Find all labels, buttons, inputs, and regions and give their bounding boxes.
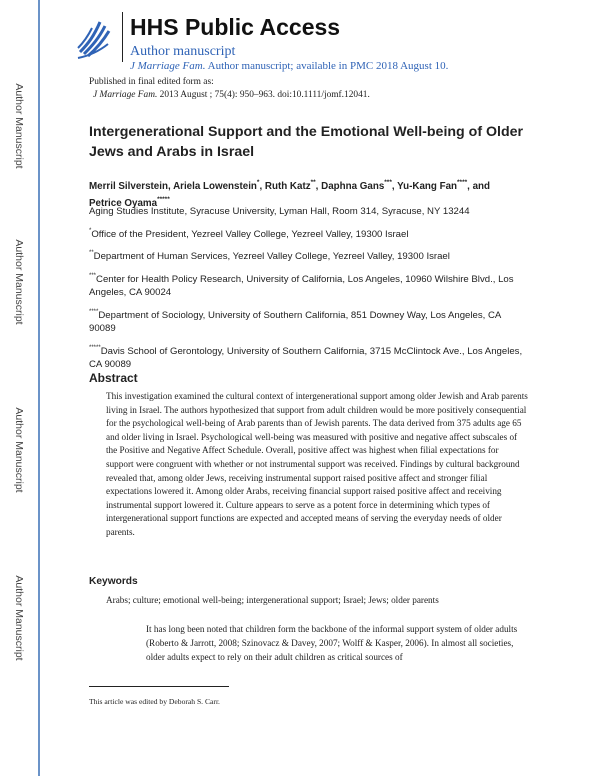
affiliation-text: Aging Studies Institute, Syracuse University, Lyman Hall, Room 314, Syracuse, NY 13244	[89, 206, 470, 217]
affiliation	[89, 270, 529, 300]
abstract-heading: Abstract	[89, 371, 138, 385]
affiliation-text: Office of the President, Yezreel Valley College, Yezreel Valley, 19300 Israel	[91, 228, 409, 240]
author-affiliation-mark: *	[256, 179, 260, 186]
footnote-rule	[89, 686, 229, 687]
author-manuscript-label: Author manuscript	[130, 44, 236, 59]
author-name: Ariela Lowenstein	[173, 181, 257, 192]
hhs-eagle-logo-icon	[74, 8, 116, 62]
sidebar-label-author-manuscript: Author Manuscript	[13, 407, 25, 493]
affiliation-mark: ****	[89, 308, 99, 315]
author-separator: ,	[167, 181, 174, 192]
author-affiliation-mark: ***	[384, 179, 392, 186]
sidebar-divider	[38, 0, 40, 776]
author-affiliation-mark: *****	[157, 196, 170, 203]
author-affiliation-mark: **	[310, 179, 316, 186]
affiliation	[89, 225, 529, 242]
published-label: Published in final edited form as:	[89, 77, 214, 87]
availability-text: Author manuscript; available in PMC 2018 August 10.	[207, 60, 449, 72]
author-name: Petrice Oyama	[89, 198, 158, 209]
sidebar-label-author-manuscript: Author Manuscript	[13, 239, 25, 325]
affiliation-list	[89, 205, 529, 378]
journal-name: J Marriage Fam.	[130, 60, 206, 72]
citation-details: 2013 August ; 75(4): 950–963. doi:10.1111/jomf.12041.	[159, 90, 370, 100]
affiliation-mark: *	[89, 227, 92, 234]
abstract-text: This investigation examined the cultural context of intergenerational support among older Jewish and Arab parents living in Israel. The authors hypothesized that support from adult children would be more positively consequential for the psychological well-being of Arab parents than of Jewish parents. The data derived from 375 adults age 65 and older living in Israel. Psychological well-being was measured with positive and negative affect subscales of the Positive and Negative Affect Schedule. Overall, positive affect was highest when filial expectations for support were congruent with whether or not instrumental support was received. Findings by cultural background revealed that, among older Jews, receiving instrumental support raised positive affect and stronger filial expectations lowered it. Among older Arabs, receiving financial support raised positive affect and receiving instrumental support lowered it. Culture appears to serve as a potent force in determining which types of intergenerational support functions are expected and accepted means of serving the everyday needs of older parents.	[106, 391, 528, 537]
affiliation-mark: *****	[89, 344, 101, 351]
sidebar-label-author-manuscript: Author Manuscript	[13, 575, 25, 661]
author-name: Yu-Kang Fan	[397, 181, 458, 192]
publication-info	[89, 76, 370, 102]
citation-journal: J Marriage Fam.	[93, 90, 158, 100]
affiliation-mark: **	[89, 250, 94, 256]
hhs-public-access-title: HHS Public Access	[130, 14, 341, 40]
citation	[89, 89, 370, 102]
author-name: Daphna Gans	[321, 181, 385, 192]
author-separator: ,	[315, 181, 322, 192]
author-name: Ruth Katz	[264, 181, 311, 192]
affiliation-text: Department of Sociology, University of Southern California, 851 Downey Way, Los Angeles, CA 90089	[89, 309, 501, 334]
author-separator: ,	[391, 181, 398, 192]
author-separator: , and	[467, 181, 491, 192]
affiliation	[89, 205, 529, 219]
affiliation-text: Center for Health Policy Research, University of California, Los Angeles, 10960 Wilshire Blvd., Los Angeles, CA 90024	[89, 273, 514, 298]
affiliation	[89, 342, 529, 372]
author-separator: ,	[259, 181, 265, 192]
keywords-heading: Keywords	[89, 576, 138, 587]
keywords-text: Arabs; culture; emotional well-being; intergenerational support; Israel; Jews; older parents	[106, 595, 439, 605]
affiliation-mark: ***	[89, 272, 97, 279]
body-paragraph: It has long been noted that children form the backbone of the informal support system of older adults (Roberto & Jarrott, 2008; Szinovacz & Davey, 2007; Wolff & Kasper, 2006). In almost all societies, older adults expect to rely on their adult children as critical sources of	[146, 624, 518, 663]
affiliation-text: Davis School of Gerontology, University of Southern California, 3715 McClintock Ave., Los Angeles, CA 90089	[89, 345, 523, 370]
availability-line	[130, 60, 448, 72]
author-affiliation-mark: ****	[457, 179, 468, 186]
article-title: Intergenerational Support and the Emotional Well-being of Older Jews and Arabs in Israel	[89, 124, 524, 160]
sidebar-label-author-manuscript: Author Manuscript	[13, 83, 25, 169]
affiliation	[89, 306, 529, 336]
affiliation-text: Department of Human Services, Yezreel Valley College, Yezreel Valley, 19300 Israel	[93, 251, 450, 262]
header-separator	[122, 12, 123, 62]
author-name: Merril Silverstein	[89, 181, 168, 192]
affiliation	[89, 247, 529, 264]
footnote: This article was edited by Deborah S. Carr.	[89, 697, 220, 706]
hhs-header	[74, 6, 514, 72]
